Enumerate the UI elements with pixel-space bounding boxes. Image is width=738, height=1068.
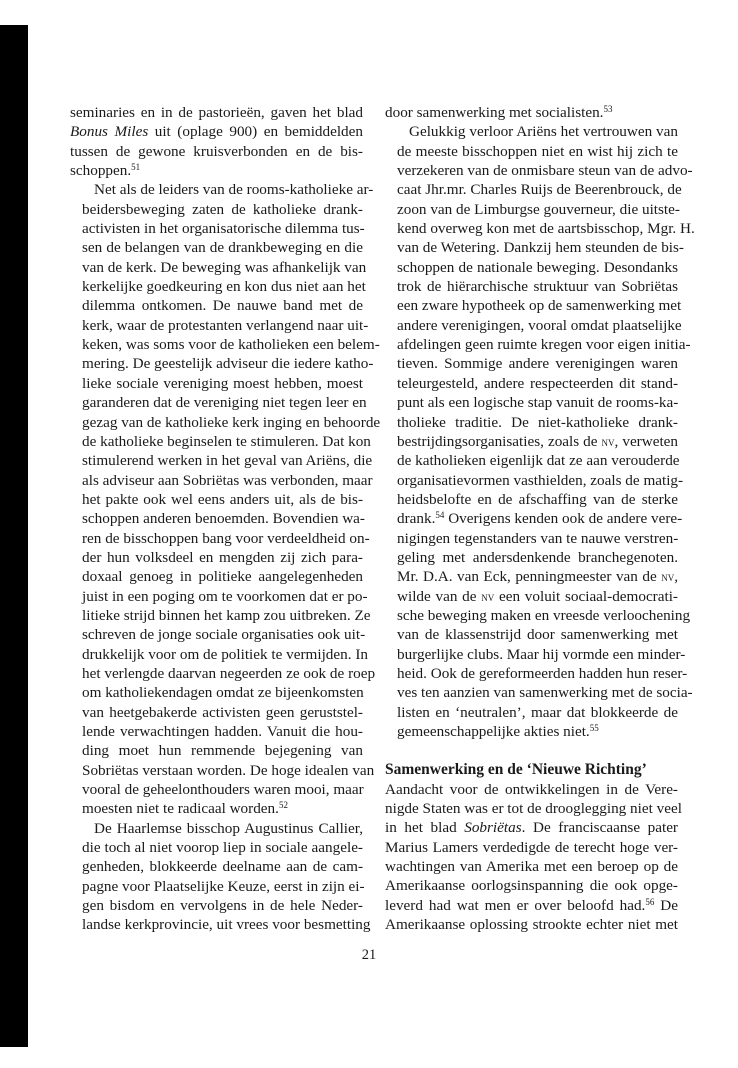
text-line: der hun volksdeel en mengden zij zich para- xyxy=(82,548,363,566)
right-column xyxy=(385,103,695,934)
text-line: De Haarlemse bisschop Augustinus Callier, xyxy=(94,819,363,837)
italic-title: Bonus Miles xyxy=(70,123,149,141)
text-line: heidsbelofte en de afschaffing van de sterke xyxy=(397,490,678,508)
text-line: beidersbeweging zaten de katholieke drank- xyxy=(82,200,363,218)
text-line: de meeste bisschoppen niet en wist hij zich te xyxy=(397,142,678,160)
scan-edge-bar xyxy=(0,25,28,1047)
paragraph xyxy=(70,103,363,180)
italic-title: Sobriëtas xyxy=(464,819,522,837)
text-line: leverd had wat men er over beloofd had.$^{56}$ De xyxy=(385,896,678,914)
text-line: drukkelijk voor om de politiek te vermijden. In xyxy=(82,645,368,663)
text-line: de katholieken eigenlijk dat ze aan verouderde xyxy=(397,452,680,470)
left-column xyxy=(70,103,381,935)
abbreviation: nv xyxy=(601,433,615,449)
text-line: vooral de geheelonthouders waren mooi, maar xyxy=(82,781,364,799)
text-line: verzekeren van de onmisbare steun van de advo- xyxy=(397,162,693,180)
text-line: activisten in het organisatorische dilemma tus- xyxy=(82,220,365,238)
text-line: een zware hypotheek op de samenwerking met xyxy=(397,297,682,315)
text-line: dilemma ontkomen. De nauwe band met de xyxy=(82,297,363,315)
text-line: lende verwachtingen hadden. Vanuit die hou- xyxy=(82,723,363,740)
text-line: schoppen anderen benoemden. Bovendien wa- xyxy=(82,510,365,528)
text-line: kerk, waar de protestanten verlangend naar uit- xyxy=(82,316,369,334)
text-line: organisatievormen vasthielden, zoals de matig- xyxy=(397,471,684,489)
page-number: 21 xyxy=(361,947,377,963)
abbreviation: nv xyxy=(661,569,675,585)
text-line: het verlengde daarvan negeerden ze ook de roep xyxy=(82,664,376,682)
text-line: moesten niet te radicaal worden.$^{52}$ xyxy=(82,800,288,818)
text-line: gemeenschappelijke akties niet.$^{55}$ xyxy=(397,723,599,740)
text-line: tholieke traditie. De niet-katholieke drank- xyxy=(397,413,678,431)
text-line: tussen de gewone kruisverbonden en de bis- xyxy=(70,142,363,160)
text-line: zoon van de Limburgse gouverneur, die uitste- xyxy=(397,200,680,218)
text-line: schoppen de nationale beweging. Desondanks xyxy=(397,258,678,276)
text-line: seminaries en in de pastorieën, gaven het blad xyxy=(70,104,363,121)
paragraph xyxy=(70,819,371,935)
text-line: genheden, blokkeerde deelname aan de cam- xyxy=(82,858,363,876)
text-line: het pakte ook wel eens anders uit, als de bis- xyxy=(82,490,363,508)
text-line: geling met andersdenkende branchegenoten. xyxy=(397,548,678,566)
text-line: mering. De geestelijk adviseur die iedere katho- xyxy=(82,355,374,373)
text-line: pagne voor Plaatselijke Keuze, eerst in zijn ei- xyxy=(82,877,365,895)
text-line: de katholieke beginselen te stimuleren. Dat kon xyxy=(82,432,371,450)
footnote-marker: 55 xyxy=(589,723,599,733)
text-line: schreven de jonge sociale organisaties ook uit- xyxy=(82,626,366,644)
text-line: afdelingen geen ruimte kregen voor eigen initia- xyxy=(397,336,691,354)
footnote-marker: 52 xyxy=(278,800,288,811)
footnote-marker: 54 xyxy=(435,510,445,521)
section-heading: Samenwerking en de ‘Nieuwe Richting’ xyxy=(385,761,647,779)
text-line: Amerikaanse oorlogsinspanning die ook opge- xyxy=(385,877,678,895)
text-line: nigingen tegenstanders van te nauwe verstren- xyxy=(397,529,679,547)
text-line: als adviseur aan Sobriëtas was verbonden, maar xyxy=(82,471,373,489)
text-line: in het blad Sobriëtas. De franciscaanse pater xyxy=(385,819,678,837)
text-line: nigde Staten was er tot de drooglegging niet veel xyxy=(385,800,682,818)
text-line: ding moet hun remmende bejegening van xyxy=(82,742,363,760)
abbreviation: nv xyxy=(481,588,495,604)
text-line: kerkelijke goedkeuring en kon dus niet aan het xyxy=(82,278,366,296)
text-line: gen bisdom en vervolgens in de hele Neder- xyxy=(82,897,363,915)
paragraph xyxy=(385,780,682,935)
text-line: om katholiekendagen omdat ze bijeenkomsten xyxy=(82,684,364,702)
text-line: die toch al niet voorop liep in sociale aangele- xyxy=(82,839,363,857)
text-line: caat Jhr.mr. Charles Ruijs de Beerenbrouck, de xyxy=(397,181,682,199)
text-line: landse kerkprovincie, uit vrees voor besmetting xyxy=(82,916,371,934)
footnote-marker: 51 xyxy=(131,162,141,173)
text-line: Aandacht voor de ontwikkelingen in de Vere- xyxy=(385,780,678,798)
text-line: Net als de leiders van de rooms-katholieke ar- xyxy=(94,181,374,199)
text-line: van de kerk. De beweging was afhankelijk van xyxy=(82,258,367,276)
text-line: garanderen dat de vereniging niet tegen leer en xyxy=(82,394,367,412)
text-line: van heetgebakerde activisten geen geruststel- xyxy=(82,703,363,721)
text-line: keken, was soms voor de katholieken een belem- xyxy=(82,336,380,354)
text-line: Sobriëtas verstaan worden. De hoge idealen van xyxy=(82,761,375,779)
text-line: juist in een poging om te voorkomen dat er po- xyxy=(82,587,368,605)
text-line: Marius Lamers verdedigde de terecht hoge ver- xyxy=(385,838,678,856)
text-line: listen en ‘neutralen’, maar dat blokkeerde de xyxy=(397,703,678,721)
text-line: sche beweging maken en vreesde verloochening xyxy=(397,606,691,624)
text-line: tieven. Sommige andere verenigingen waren xyxy=(397,355,678,373)
footnote-marker: 56 xyxy=(645,896,655,907)
text-line: litieke strijd binnen het kamp zou uitbreken. Ze xyxy=(82,606,371,624)
text-line: ren de bisschoppen bang voor verdeeldheid on- xyxy=(82,529,370,547)
text-line: Bonus Miles uit (oplage 900) en bemiddelden xyxy=(70,123,363,141)
paragraph xyxy=(385,122,695,741)
text-line: heid. Ook de gereformeerden hadden hun reser- xyxy=(397,664,688,682)
text-line: Gelukkig verloor Ariëns het vertrouwen van xyxy=(409,123,678,141)
text-line: wachtingen van Amerika met een beroep op de xyxy=(385,858,678,876)
text-line: burgerlijke clubs. Maar hij vormde een minder- xyxy=(397,645,686,663)
paragraph xyxy=(385,103,678,122)
text-line: trok de hiërarchische struktuur van Sobriëtas xyxy=(397,278,678,296)
text-line: bestrijdingsorganisaties, zoals de nv, verweten xyxy=(397,432,678,450)
text-line: van de klassenstrijd door samenwerking met xyxy=(397,626,678,644)
paragraph xyxy=(70,180,381,818)
text-line: wilde van de nv een voluit sociaal-democrati- xyxy=(397,587,678,605)
text-line: Mr. D.A. van Eck, penningmeester van de nv, xyxy=(397,568,678,586)
text-line: punt als een logische stap vanuit de rooms-ka- xyxy=(397,394,679,412)
text-line: teleurgesteld, andere respecteerden dit stand- xyxy=(397,374,678,392)
text-line: doxaal genoeg in politieke aangelegenheden xyxy=(82,568,363,586)
text-line: stimulerend werken in het geval van Ariëns, die xyxy=(82,452,373,470)
text-line: lieke sociale vereniging moest hebben, moest xyxy=(82,374,363,392)
text-line: kend overweg kon met de aartsbisschop, Mgr. H. xyxy=(397,220,695,238)
text-line: Amerikaanse oplossing strookte echter niet met xyxy=(385,916,678,934)
text-line: van de Wetering. Dankzij hem steunden de bis- xyxy=(397,239,684,257)
text-line: door samenwerking met socialisten.$^{53}$ xyxy=(385,104,613,121)
text-line: andere verenigingen, vooral omdat plaatselijke xyxy=(397,316,682,334)
text-line: gezag van de katholieke kerk inging en behoorde xyxy=(82,413,381,431)
footnote-marker: 53 xyxy=(603,104,613,114)
text-line: schoppen.$^{51}$ xyxy=(70,162,141,180)
text-line: drank.$^{54}$ Overigens kenden ook de andere vere- xyxy=(397,510,683,528)
text-line: ves ten aanzien van samenwerking met de socia- xyxy=(397,684,693,702)
text-line: sen de belangen van de drankbeweging en die xyxy=(82,239,363,257)
